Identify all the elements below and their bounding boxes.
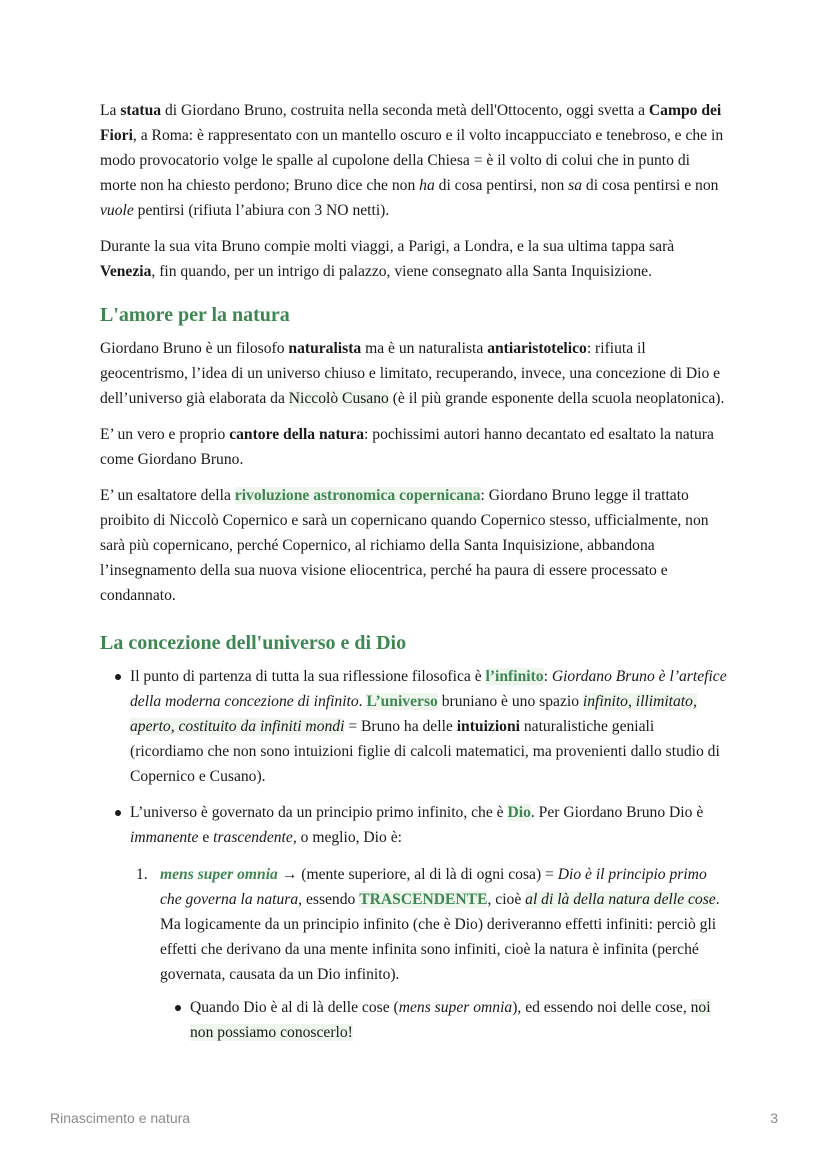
text: = Bruno ha delle [344,718,457,735]
text: , cioè [487,891,526,908]
text: : pochissimi autori hanno decantato ed esaltato la natura come Giordano Bruno. [100,426,714,468]
text: E’ un esaltatore della [100,487,235,504]
bold-text: antiaristotelico [487,340,587,357]
italic-text: Dio è il principio primo che governa la natura [160,866,707,908]
sub-list-item [190,995,730,1045]
green-highlight-text: TRASCENDENTE [359,891,488,908]
arrow-icon: → [277,866,302,883]
list-item-infinito [130,664,730,789]
bold-text: intuizioni [456,718,520,735]
bold-text: statua [120,102,162,119]
text: bruniano è uno spazio [437,693,583,710]
text: Quando Dio è al di là delle cose ( [190,999,399,1016]
sub-bullet-list [160,995,730,1045]
green-highlight-text: l’infinito [485,668,544,685]
paragraph-viaggi [100,234,730,284]
text: . Per Giordano Bruno Dio è [530,804,704,821]
text: di cosa pentirsi, non [434,177,569,194]
text: ma è un naturalista [361,340,488,357]
text: o meglio, Dio è: [296,829,402,846]
list-item-dio [130,800,730,1045]
italic-highlight-text: infinito, illimitato, aperto, costituito da infiniti mondi [130,693,697,735]
italic-text: trascendente, [213,829,297,846]
text: pentirsi (rifiuta l’abiura con 3 NO netti). [133,202,390,219]
highlighted-text: Niccolò Cusano [288,390,389,407]
text: . [358,693,367,710]
bold-text: cantore della natura [229,426,365,443]
section-heading-concezione: La concezione dell'universo e di Dio [100,632,407,654]
text: Durante la sua vita Bruno compie molti viaggi, a Parigi, a Londra, e la sua ultima tappa sarà [100,238,675,255]
bold-text: Venezia [100,263,152,280]
text: ), ed essendo noi delle cose, [512,999,691,1016]
text: : [543,668,552,685]
text: (mente superiore, al di là di ogni cosa) = [301,866,558,883]
italic-text: Giordano Bruno è l’artefice della moderna concezione di infinito [130,668,727,710]
green-italic-text: mens super omnia [160,866,278,883]
section-heading-natura: L'amore per la natura [100,304,290,326]
text: di Giordano Bruno, costruita nella seconda metà dell'Ottocento, oggi svetta a [161,102,649,119]
bold-text: Campo dei Fiori [100,102,722,144]
footer-title: Rinascimento e natura [50,1110,191,1126]
paragraph-statua [100,98,730,223]
text: : rifiuta il geocentrismo, l’idea di un universo chiuso e limitato, recuperando, invece, una concezione di Dio e dell’universo già elaborata da [100,340,721,407]
numbered-list [130,862,730,1045]
list-number: 1. [136,866,148,883]
green-highlight-text: Dio [507,804,531,821]
green-highlight-text: L’universo [366,693,438,710]
text: Giordano Bruno è un filosofo [100,340,289,357]
text: L’universo è governato da un principio primo infinito, che è [130,804,508,821]
text: . Ma logicamente da un principio infinito (che è Dio) deriveranno effetti infiniti: perciò gli effetti che derivano da una mente infinita sono infiniti, cioè la natura è infinita (perché governata, causata da un Dio infinito). [160,891,720,983]
text: , a Roma: è rappresentato con un mantello oscuro e il volto incappucciato e tenebroso, e che in modo provocatorio volge le spalle al cupolone della Chiesa = è il volto di colui che in punto di morte non ha chiesto perdono; Bruno dice che non [100,127,724,194]
italic-text: vuole [100,202,134,219]
italic-text: ha [419,177,435,194]
document-page [100,98,730,1056]
text: , essendo [298,891,360,908]
italic-text: sa [568,177,583,194]
highlighted-text: noi non possiamo conoscerlo! [190,999,711,1041]
text: , fin quando, per un intrigo di palazzo, viene consegnato alla Santa Inquisizione. [151,263,652,280]
text: Il punto di partenza di tutta la sua riflessione filosofica è [130,668,486,685]
text: naturalistiche geniali (ricordiamo che non sono intuizioni figlie di calcoli matematici, ma provenienti dallo studio di Copernico e Cusano). [130,718,720,785]
green-highlight-text: rivoluzione astronomica copernicana [234,487,481,504]
numbered-item-mens-super-omnia [136,862,730,1045]
text: E’ un vero e proprio [100,426,230,443]
text: di cosa pentirsi e non [582,177,719,194]
italic-highlight-text: al di là della natura delle cose [525,891,716,908]
page-number: 3 [770,1110,778,1126]
bullet-list [100,664,730,1045]
bold-text: naturalista [288,340,362,357]
italic-text: mens super omnia [398,999,513,1016]
italic-text: immanente [130,829,199,846]
paragraph-cantore [100,422,730,472]
text: e [198,829,214,846]
text: : Giordano Bruno legge il trattato proibito di Niccolò Copernico e sarà un copernicano quando Copernico stesso, ufficialmente, non sarà più copernicano, perché Copernico, al richiamo della Santa Inquisizione, abbandona l’insegnamento della sua nuova visione eliocentrica, perché ha paura di essere processato e condannato. [100,487,709,604]
text: La [100,102,121,119]
paragraph-copernicana [100,483,730,608]
paragraph-naturalista [100,336,730,411]
text: (è il più grande esponente della scuola neoplatonica). [388,390,725,407]
